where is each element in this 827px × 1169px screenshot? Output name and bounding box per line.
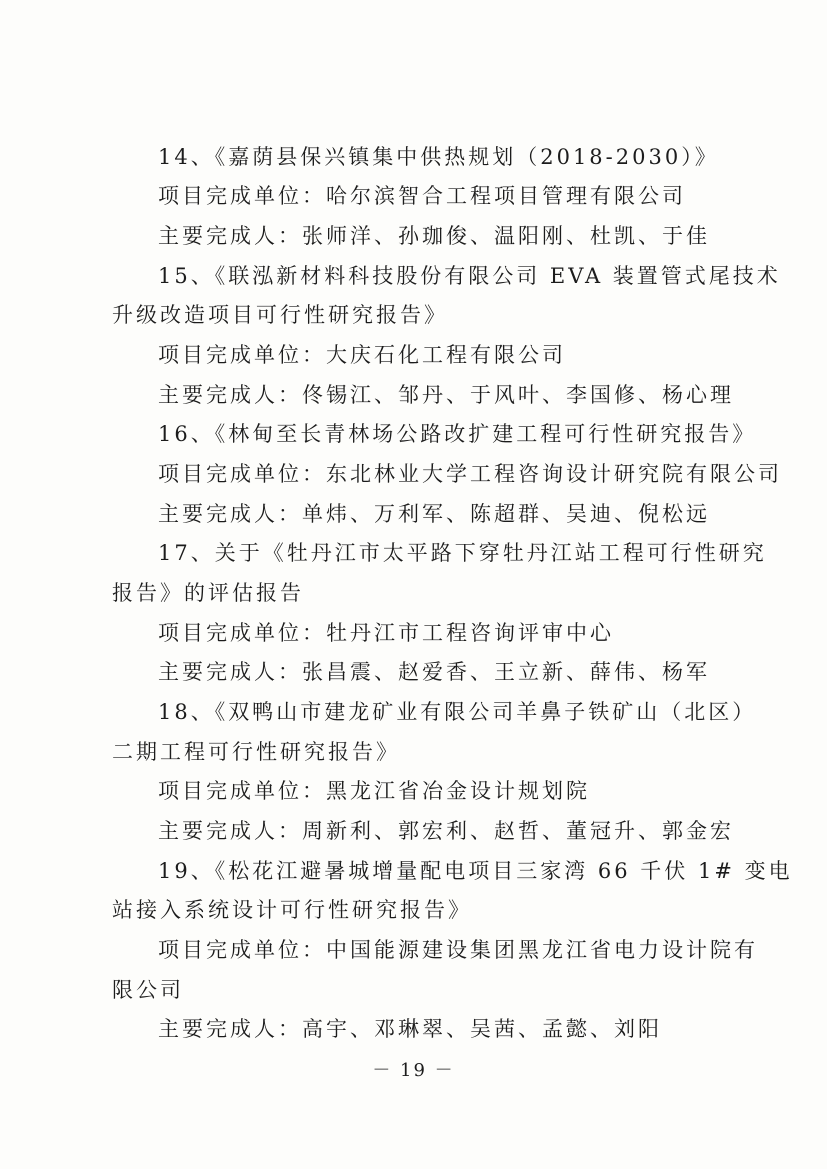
entry-15-unit: 项目完成单位：大庆石化工程有限公司 <box>158 343 566 367</box>
entry-17-people: 主要完成人：张昌震、赵爱香、王立新、薛伟、杨军 <box>158 660 710 684</box>
entry-16-people: 主要完成人：单炜、万利军、陈超群、吴迪、倪松远 <box>158 502 710 526</box>
entry-19-people: 主要完成人：高宇、邓琳翠、吴茜、孟懿、刘阳 <box>158 1017 662 1041</box>
entry-18-people: 主要完成人：周新利、郭宏利、赵哲、董冠升、郭金宏 <box>158 819 734 843</box>
entry-17-title-line2: 报告》的评估报告 <box>112 581 304 605</box>
entry-15-title-line2: 升级改造项目可行性研究报告》 <box>112 303 448 327</box>
entry-16-unit: 项目完成单位：东北林业大学工程咨询设计研究院有限公司 <box>158 462 782 486</box>
entry-14-unit: 项目完成单位：哈尔滨智合工程项目管理有限公司 <box>158 184 686 208</box>
entry-16-title: 16、《林甸至长青林场公路改扩建工程可行性研究报告》 <box>158 422 757 446</box>
entry-14-title: 14、《嘉荫县保兴镇集中供热规划（2018-2030）》 <box>158 145 719 169</box>
entry-19-title-line1: 19、《松花江避暑城增量配电项目三家湾 66 千伏 1# 变电 <box>158 859 793 883</box>
entry-14-people: 主要完成人：张师洋、孙珈俊、温阳刚、杜凯、于佳 <box>158 224 710 248</box>
entry-19-title-line2: 站接入系统设计可行性研究报告》 <box>112 898 472 922</box>
entry-17-title-line1: 17、关于《牡丹江市太平路下穿牡丹江站工程可行性研究 <box>158 541 767 565</box>
entry-15-people: 主要完成人：佟锡江、邹丹、于风叶、李国修、杨心理 <box>158 383 734 407</box>
entry-15-title-line1: 15、《联泓新材料科技股份有限公司 EVA 装置管式尾技术 <box>158 264 781 288</box>
page-number: － 19 － <box>372 1060 455 1081</box>
entry-19-unit-line1: 项目完成单位：中国能源建设集团黑龙江省电力设计院有 <box>158 938 758 962</box>
entry-18-title-line2: 二期工程可行性研究报告》 <box>112 740 400 764</box>
entry-18-unit: 项目完成单位：黑龙江省冶金设计规划院 <box>158 779 590 803</box>
entry-19-unit-line2: 限公司 <box>112 978 184 1002</box>
entry-17-unit: 项目完成单位：牡丹江市工程咨询评审中心 <box>158 621 614 645</box>
entry-18-title-line1: 18、《双鸭山市建龙矿业有限公司羊鼻子铁矿山（北区） <box>158 700 757 724</box>
